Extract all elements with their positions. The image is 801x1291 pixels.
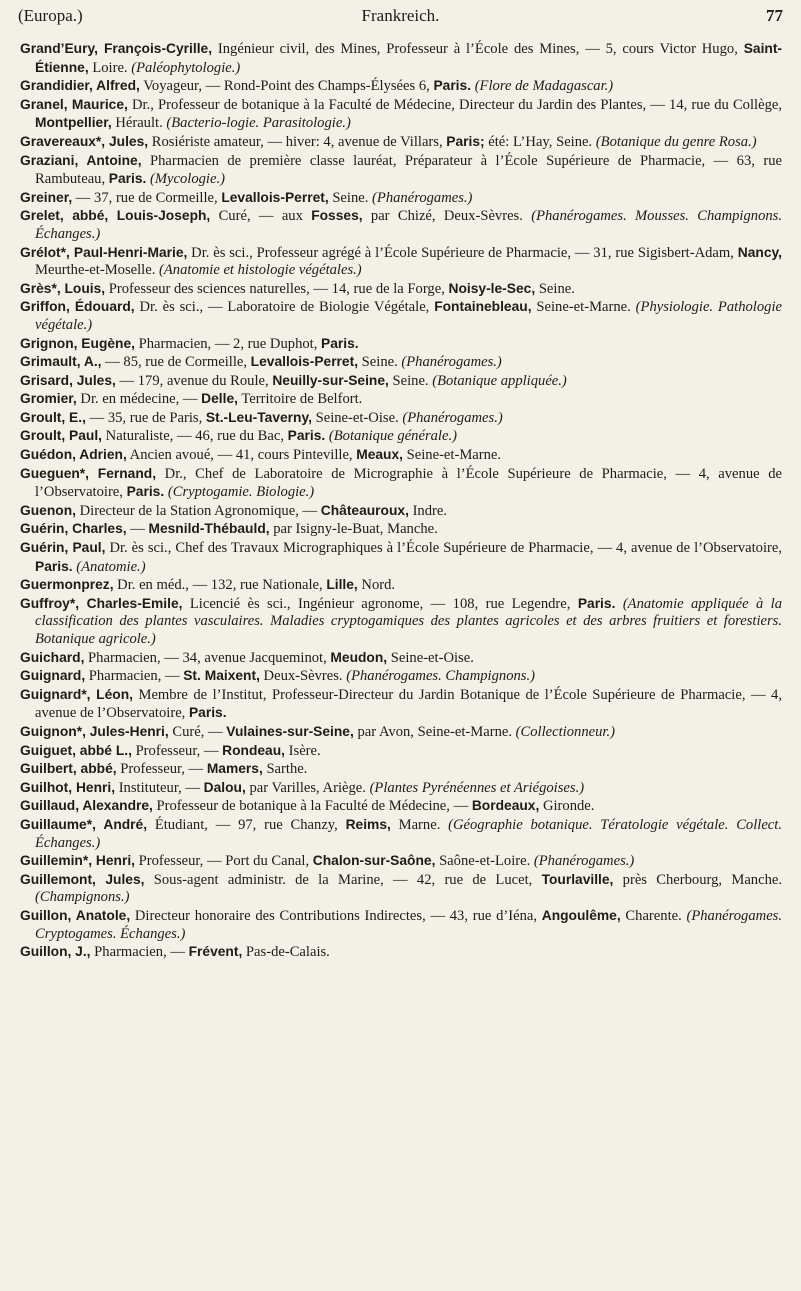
directory-entry — [20, 207, 782, 243]
directory-entry — [20, 667, 782, 686]
entry-details: — 35, rue de Paris, — [85, 409, 206, 426]
directory-entry — [20, 779, 782, 798]
entry-name: Greiner, — [20, 189, 73, 205]
directory-entry — [20, 907, 782, 943]
entry-name: Gromier, — [20, 391, 77, 407]
entry-region: Nord. — [357, 577, 396, 594]
directory-entry — [20, 852, 782, 871]
entry-specialty: (Botanique appliquée.) — [432, 372, 567, 389]
entry-specialty: (Anatomie.) — [76, 558, 146, 575]
entry-place: Dalou, — [203, 779, 246, 795]
entry-details: Naturaliste, — 46, rue du Bac, — [102, 428, 288, 445]
directory-entry — [20, 595, 782, 649]
entry-name: Guillaume*, André, — [20, 816, 148, 832]
entry-region: par Isigny-le-Buat, Manche. — [269, 521, 438, 538]
entry-specialty: (Phanérogames. Champignons.) — [346, 668, 535, 685]
entry-details: Ingénieur civil, des Mines, Professeur à l’École des Mines, — 5, cours Victor Hugo, — [212, 41, 744, 57]
entry-name: Grès*, Louis, — [20, 280, 106, 296]
entry-details: Pharmacien, — 2, rue Duphot, — [134, 335, 322, 352]
directory-entry — [20, 244, 782, 280]
entry-place: Paris. — [287, 428, 326, 444]
directory-entry — [20, 446, 782, 465]
entry-place: St.-Leu-Taverny, — [205, 409, 312, 425]
entry-details: Voyageur, — Rond-Point des Champs-Élysées 6, — [139, 78, 434, 95]
entry-name: Grignon, Eugène, — [20, 335, 135, 351]
entry-region: Seine. — [358, 354, 402, 371]
entry-details: — — [126, 521, 149, 538]
entry-details: Professeur, — Port du Canal, — [135, 853, 313, 870]
directory-entry — [20, 427, 782, 446]
directory-entry — [20, 335, 782, 354]
entry-place: Rondeau, — [222, 742, 285, 758]
entry-region: Charente. — [620, 907, 687, 924]
entry-details: Dr. ès sci., Chef des Travaux Micrographiques à l’École Supérieure de Pharmacie, — 4, avenue de l’Observatoire, — [105, 540, 782, 557]
entry-place: Paris; — [446, 133, 485, 149]
entry-region: Seine-et-Oise. — [311, 409, 403, 426]
directory-entry — [20, 372, 782, 391]
entry-region: Seine-et-Marne. — [403, 447, 502, 464]
entry-details: Curé, — — [168, 723, 227, 740]
entry-name: Guédon, Adrien, — [20, 447, 127, 463]
entry-place: Paris. — [433, 78, 472, 94]
entry-place: Frévent, — [188, 944, 243, 960]
entry-region: Hérault. — [111, 115, 167, 132]
entry-name: Grisard, Jules, — [20, 372, 116, 388]
entry-name: Guignon*, Jules-Henri, — [20, 723, 169, 739]
entry-specialty: (Champignons.) — [35, 889, 130, 906]
header-country: Frankreich. — [361, 6, 440, 25]
entry-name: Guenon, — [20, 502, 76, 518]
entry-details: Dr. ès sci., — Laboratoire de Biologie Végétale, — [134, 299, 435, 316]
directory-entry — [20, 280, 782, 299]
entry-place: Levallois-Perret, — [221, 189, 329, 205]
entry-specialty: (Flore de Madagascar.) — [474, 78, 614, 95]
entry-name: Graziani, Antoine, — [20, 152, 142, 168]
entry-region: Marne. — [390, 816, 449, 833]
entry-details: Professeur, — — [131, 742, 223, 759]
entry-region: Saône-et-Loire. — [435, 853, 534, 870]
entry-specialty: (Bacterio-logie. Parasitologie.) — [166, 115, 351, 132]
entry-name: Guillon, J., — [20, 944, 91, 960]
directory-entry — [20, 502, 782, 521]
entry-place: Châteauroux, — [320, 502, 409, 518]
directory-entry — [20, 576, 782, 595]
entry-name: Griffon, Édouard, — [20, 299, 135, 315]
entry-name: Guillemin*, Henri, — [20, 853, 135, 869]
directory-entry — [20, 298, 782, 334]
entry-details: Pharmacien, — 34, avenue Jacqueminot, — [84, 649, 331, 666]
entry-region: près Cherbourg, Manche. — [613, 871, 782, 888]
entry-region: Meurthe-et-Moselle. — [35, 262, 160, 279]
entry-place: Angoulême, — [541, 907, 621, 923]
entry-place: Lille, — [326, 577, 358, 593]
entry-specialty: (Botanique du genre Rosa.) — [595, 133, 757, 150]
entry-specialty: (Anatomie et histologie végétales.) — [159, 262, 362, 279]
entry-specialty: (Phanérogames. Mousses. Champignons. Échanges.) — [35, 208, 782, 242]
entry-place: Meaux, — [356, 447, 403, 463]
entry-region: Gironde. — [539, 798, 595, 815]
entry-place: Montpellier, — [35, 115, 112, 131]
entry-place: Paris. — [35, 558, 73, 574]
entry-name: Guillon, Anatole, — [20, 907, 131, 923]
entry-specialty: (Phanérogames. Cryptogames. Échanges.) — [35, 907, 782, 942]
entry-place: Bordeaux, — [471, 798, 540, 814]
entry-region: Sarthe. — [262, 761, 308, 778]
entry-place: Paris. — [108, 171, 147, 187]
header-region: (Europa.) — [18, 6, 83, 25]
directory-entry — [20, 189, 782, 208]
entry-region — [615, 596, 622, 612]
entry-specialty: (Paléophytologie.) — [131, 59, 241, 76]
directory-entry — [20, 686, 782, 723]
entry-details: Professeur des sciences naturelles, — 14, rue de la Forge, — [105, 280, 449, 297]
entry-specialty: (Phanérogames.) — [372, 189, 473, 206]
entry-place: Paris. — [126, 484, 165, 500]
entry-details: Rosiériste amateur, — hiver: 4, avenue de Villars, — [148, 133, 447, 150]
entry-place: Vulaines-sur-Seine, — [226, 723, 354, 739]
entry-region: Seine. — [328, 189, 373, 206]
entry-name: Guillemont, Jules, — [20, 871, 145, 887]
entry-name: Guérin, Paul, — [20, 540, 106, 556]
entry-specialty: (Botanique générale.) — [328, 428, 457, 445]
entry-place: St. Maixent, — [183, 668, 260, 684]
entry-region: Pas-de-Calais. — [242, 944, 330, 961]
entry-details: Pharmacien, — — [90, 944, 189, 961]
entry-place: Paris. — [321, 335, 359, 351]
entry-name: Guignard, — [20, 668, 86, 684]
entry-details: Dr., Professeur de botanique à la Faculté de Médecine, Directeur du Jardin des Plantes, — 14, rue du Collège, — [127, 96, 782, 113]
entry-specialty: (Collectionneur.) — [515, 723, 615, 740]
page-number: 77 — [766, 6, 783, 25]
entry-region: Seine-et-Marne. — [531, 299, 636, 316]
entry-name: Guichard, — [20, 649, 85, 665]
entry-name: Grelet, abbé, Louis-Joseph, — [20, 208, 211, 224]
entry-details: Pharmacien, — — [85, 668, 184, 685]
entry-details: Pharmacien de première classe lauréat, Préparateur à l’École Supérieure de Pharmacie, — 63, rue Rambuteau, — [35, 152, 782, 188]
directory-entry — [20, 742, 782, 761]
directory-entry — [20, 152, 782, 189]
entry-details: Dr., Chef de Laboratoire de Micrographie à l’École Supérieure de Pharmacie, — 4, avenue de l’Observatoire, — [35, 465, 782, 501]
entry-name: Guérin, Charles, — [20, 521, 127, 537]
entry-place: Saint-Étienne, — [35, 41, 783, 75]
entry-details: — 37, rue de Cormeille, — [72, 189, 222, 206]
entry-region: Deux-Sèvres. — [259, 668, 347, 685]
directory-entry — [20, 797, 782, 816]
entry-details: Sous-agent administr. de la Marine, — 42, rue de Lucet, — [144, 871, 542, 888]
entry-name: Guermonprez, — [20, 577, 114, 593]
entry-specialty: (Mycologie.) — [150, 171, 225, 188]
entry-name: Guillaud, Alexandre, — [20, 798, 153, 814]
directory-entry — [20, 871, 782, 907]
entry-region: par Avon, Seine-et-Marne. — [353, 723, 516, 740]
entry-name: Groult, Paul, — [20, 428, 103, 444]
entry-place: Paris. — [188, 705, 227, 721]
entry-details: Ancien avoué, — 41, cours Pinteville, — [126, 447, 357, 464]
entry-region: Isère. — [285, 742, 321, 759]
entry-region: Seine. — [535, 280, 575, 297]
directory-entry — [20, 520, 782, 539]
entry-name: Guffroy*, Charles-Emile, — [20, 595, 183, 611]
entry-details: Directeur de la Station Agronomique, — — [75, 502, 321, 519]
entry-details: Membre de l’Institut, Professeur-Directeur du Jardin Botanique de l’École Supérieure de Pharmacie, — 4, avenue de l’Observatoire, — [35, 686, 782, 722]
directory-entry — [20, 760, 782, 779]
entry-region: Seine-et-Oise. — [387, 649, 474, 666]
directory-entry — [20, 133, 782, 152]
entry-specialty: (Phanérogames.) — [401, 354, 502, 371]
entry-name: Grimault, A., — [20, 354, 102, 370]
entry-region: été: L’Hay, Seine. — [484, 133, 596, 150]
entry-place: Tourlaville, — [541, 871, 614, 887]
entry-place: Fosses, — [311, 208, 363, 224]
directory-entry — [20, 40, 782, 77]
directory-entry — [20, 96, 782, 133]
entry-name: Gravereaux*, Jules, — [20, 133, 149, 149]
entry-name: Guiguet, abbé L., — [20, 742, 132, 758]
entry-place: Delle, — [201, 391, 238, 407]
entry-specialty: (Géographie botanique. Tératologie végétale. Collect. Échanges.) — [35, 816, 782, 851]
entry-place: Mamers, — [206, 761, 263, 777]
entry-details: Directeur honoraire des Contributions Indirectes, — 43, rue d’Iéna, — [130, 907, 542, 924]
entry-name: Grélot*, Paul-Henri-Marie, — [20, 244, 188, 260]
entry-region: Loire. — [88, 59, 132, 76]
entry-place: Nancy, — [737, 244, 782, 260]
page-header — [18, 6, 783, 32]
directory-entry — [20, 723, 782, 742]
entry-details: Professeur, — — [116, 761, 207, 778]
directory-entry — [20, 943, 782, 962]
entry-specialty: (Cryptogamie. Biologie.) — [167, 484, 315, 501]
entry-name: Granel, Maurice, — [20, 96, 128, 112]
entry-place: Paris. — [577, 595, 616, 611]
entry-name: Guilbert, abbé, — [20, 761, 117, 777]
directory-entry — [20, 409, 782, 428]
entry-specialty: (Plantes Pyrénéennes et Ariégoises.) — [369, 779, 585, 796]
entry-place: Neuilly-sur-Seine, — [272, 372, 389, 388]
entry-details: Dr. ès sci., Professeur agrégé à l’École Supérieure de Pharmacie, — 31, rue Sigisbert-Adam, — [187, 244, 738, 261]
entry-details: — 85, rue de Cormeille, — [101, 354, 251, 371]
entry-region: Seine. — [388, 372, 433, 389]
directory-entry — [20, 465, 782, 502]
entry-details: Professeur de botanique à la Faculté de Médecine, — — [152, 798, 472, 815]
entry-name: Grand’Eury, François-Cyrille, — [20, 41, 213, 56]
entry-details: Dr. en médecine, — — [76, 391, 202, 408]
entry-region: Indre. — [408, 502, 448, 519]
entry-details: Étudiant, — 97, rue Chanzy, — [147, 816, 346, 833]
entry-specialty: (Phanérogames.) — [533, 853, 635, 870]
entry-place: Mesnild-Thébauld, — [148, 521, 270, 537]
entry-place: Chalon-sur-Saône, — [312, 853, 436, 869]
entry-details: Curé, — aux — [210, 208, 312, 225]
entry-specialty: (Phanérogames.) — [402, 409, 503, 426]
entry-place: Fontainebleau, — [434, 299, 532, 315]
directory-entry — [20, 353, 782, 372]
directory-entries — [20, 40, 782, 962]
entry-name: Grandidier, Alfred, — [20, 78, 140, 94]
directory-entry — [20, 77, 782, 96]
entry-name: Guignard*, Léon, — [20, 686, 133, 702]
entry-place: Meudon, — [330, 649, 388, 665]
entry-name: Groult, E., — [20, 409, 86, 425]
entry-place: Noisy-le-Sec, — [448, 280, 536, 296]
entry-region: par Varilles, Ariège. — [245, 779, 370, 796]
entry-details: — 179, avenue du Roule, — [115, 372, 273, 389]
entry-details: Dr. en méd., — 132, rue Nationale, — [113, 577, 327, 594]
entry-place: Levallois-Perret, — [250, 354, 359, 370]
directory-entry — [20, 539, 782, 576]
entry-specialty: (Physiologie. Pathologie végétale.) — [35, 299, 782, 333]
entry-specialty: (Anatomie appliquée à la classification des plantes vasculaires. Maladies cryptogamiques des plantes agricoles et des arbres fruitiers et forestiers. Botanique agricole.) — [35, 595, 783, 647]
entry-region: par Chizé, Deux-Sèvres. — [362, 208, 532, 225]
directory-entry — [20, 390, 782, 409]
entry-name: Guilhot, Henri, — [20, 779, 116, 795]
entry-details: Licencié ès sci., Ingénieur agronome, — 108, rue Legendre, — [182, 595, 578, 612]
directory-entry — [20, 816, 782, 852]
entry-region: Territoire de Belfort. — [237, 391, 363, 408]
entry-place: Reims, — [345, 816, 391, 832]
entry-name: Gueguen*, Fernand, — [20, 465, 157, 481]
entry-details: Instituteur, — — [115, 779, 204, 796]
directory-entry — [20, 649, 782, 668]
